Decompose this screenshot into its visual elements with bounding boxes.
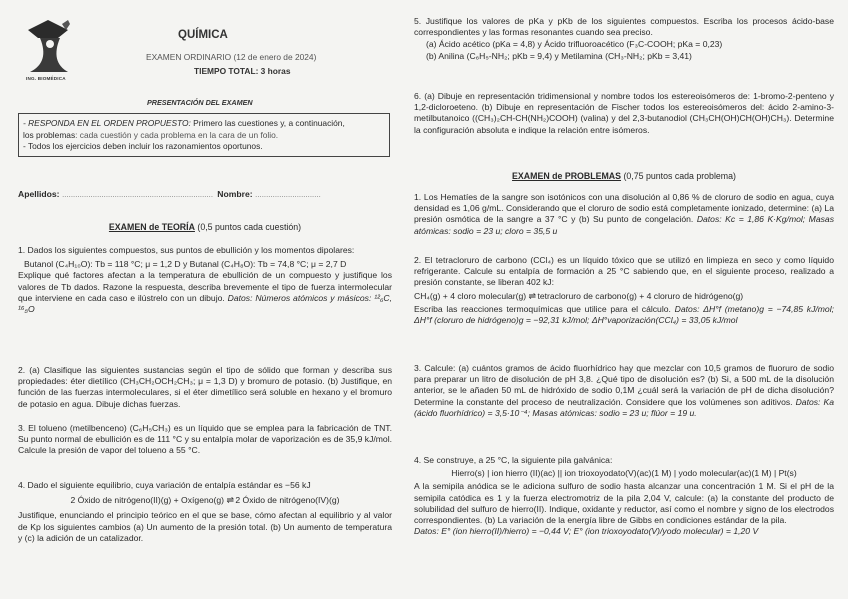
equilibrium-reaction: 2 Óxido de nitrógeno(II)(g) + Oxígeno(g) ⇌ 2 Óxido de nitrógeno(IV)(g)	[70, 495, 340, 506]
theory-question-1: 1. Dados los siguientes compuestos, sus puntos de ebullición y los momentos dipolares: Butanol (C₄H₁₀O): Tb = 118 °C; μ = 1,2 D y Butanal (C₄H₈O): Tb = 74,8 °C; μ = 2,7 D Explique qué factores afectan a la temperatura de ebullición de un compuesto y justifique los valores de Tb dados. Razone la respuesta, describa brevemente el tipo de fuerza intermolecular que interviene en cada caso e ilústrelo con un dibujo. Datos: Números atómicos y másicos: ¹²₆C, ¹⁶₈O	[18, 245, 392, 315]
student-fields	[18, 189, 392, 199]
page-title: QUÍMICA	[178, 29, 228, 41]
theory-question-5: 5. Justifique los valores de pKa y pKb de los siguientes compuestos. Escriba los procesos ácido-base correspondientes y las formas resonantes cuando sea preciso. (a) Ácido acético (pKa = 4,8) y Ácido trifluoroacético (F₃C-COOH; pKa = 0,23) (b) Anilina (C₆H₅-NH₂; pKb = 9,4) y Metilamina (CH₃-NH₂; pKb = 3,41)	[414, 16, 834, 61]
presentation-heading: PRESENTACIÓN DEL EXAMEN	[147, 98, 253, 107]
university-logo-icon	[18, 18, 82, 76]
instruction-line-3: - Todos los ejercicios deben incluir los razonamientos oportunos.	[23, 141, 263, 152]
equilibrium-arrow-icon: ⇌	[226, 495, 233, 506]
theory-question-3: 3. El tolueno (metilbenceno) (C₆H₅CH₃) es un líquido que se emplea para la fabricación de TNT. Su punto normal de ebullición es de 111 °C y su entalpía molar de vaporización es de 35,9 kJ/mol. Calcule la presión de vapor del tolueno a 55 °C.	[18, 423, 392, 456]
name-field[interactable]: ..............................	[255, 189, 321, 199]
problem-2: 2. El tetracloruro de carbono (CCl₄) es un líquido tóxico que se utilizó en limpieza en seco y como líquido refrigerante. Calcule su entalpía de formación a 25 °C sabiendo que, en el siguiente proceso, realizado a presión constante, se liberan 402 kJ: CH₄(g) + 4 cloro molecular(g) ⇌ tetracloruro de carbono(g) + 4 cloruro de hidrógeno(g) Escriba las reacciones termoquímicas que utilice para el cálculo. Datos: ΔH°f (metano)g = −74,85 kJ/mol; ΔH°f (cloruro de hidrógeno)g = −92,31 kJ/mol; ΔH°vaporización(CCl₄) = 33,05 kJ/mol	[414, 255, 834, 326]
exam-subtitle: EXAMEN ORDINARIO (12 de enero de 2024)	[146, 52, 317, 62]
reaction-arrow-icon: ⇌	[528, 290, 536, 301]
theory-question-6: 6. (a) Dibuje en representación tridimensional y nombre todos los estereoisómeros de: 1-bromo-2-penteno y 1,2-dicloroeteno. (b) Dibuje en representación de Fischer todos los estereoisómeros del: ácido 2-amino-3-metilbutanoico ((CH₃)₂CH-CH(NH₂)COOH) (valina) y del 2,3-butanodiol (CH₃CH(OH)CH(OH)CH₃). Determine la configuración absoluta e indique la relación entre isómeros.	[414, 91, 834, 135]
logo-caption: ING. BIOMÉDICA	[26, 76, 66, 81]
theory-heading: EXAMEN de TEORÍA (0,5 puntos cada cuestión)	[108, 222, 302, 232]
instructions-box	[18, 113, 390, 157]
surname-label: Apellidos:	[18, 189, 60, 199]
theory-question-2: 2. (a) Clasifique las siguientes sustancias según el tipo de sólido que forman y describa sus propiedades: éter dietílico (CH₃CH₂OCH₂CH₃; μ = 1,3 D) y bromuro de potasio. (b) Justifique, en función de las fuerzas intermoleculares, si el éter dimetílico será soluble en hexano y el bromuro de potasio en agua. Dibuje dichas fuerzas.	[18, 365, 392, 409]
theory-question-4: 4. Dado el siguiente equilibrio, cuya variación de entalpía estándar es −56 kJ 2 Óxido de nitrógeno(II)(g) + Oxígeno(g) ⇌ 2 Óxido de nitrógeno(IV)(g) Justifique, enunciando el principio teórico en el que se base, cómo afectan al equilibrio y al valor de Kp los siguientes cambios (a) Un aumento de la presión total. (b) Un aumento de temperatura y (c) la adición de un catalizador.	[18, 480, 392, 543]
instruction-line-1: - RESPONDA EN EL ORDEN PROPUESTO: Primero las cuestiones y, a continuación,	[23, 118, 345, 128]
surname-field[interactable]: .....................................................................	[61, 189, 213, 199]
exam-time: TIEMPO TOTAL: 3 horas	[194, 66, 291, 76]
instruction-line-2: los problemas: cada cuestión y cada problema en la cara de un folio.	[23, 129, 279, 140]
problem-3: 3. Calcule: (a) cuántos gramos de ácido fluorhídrico hay que mezclar con 10,5 gramos de fluoruro de sodio para preparar un litro de disolución de pH 3,8. ¿Qué tipo de disolución es? (b) Si, a 500 mL de la disolución anterior, se le añaden 50 mL de hidróxido de sodio 0,1M ¿cuál será la variación de pH de dicha disolución? Determine la constante del proceso de neutralización. Considere que los volúmenes son aditivos. Datos: Ka (ácido fluorhídrico) = 3,5·10⁻⁴; Masas atómicas: sodio = 23 u; flúor = 19 u.	[414, 363, 834, 418]
combustion-reaction: CH₄(g) + 4 cloro molecular(g) ⇌ tetracloruro de carbono(g) + 4 cloruro de hidrógeno(g)	[414, 290, 744, 301]
problem-1: 1. Los Hematíes de la sangre son isotónicos con una disolución al 0,86 % de cloruro de sodio en agua, cuya densidad es 1,06 g/mL. Considerando que el cloruro de sodio está completamente ionizado, determine: (a) La presión osmótica de la sangre a 37 °C y (b) Su punto de congelación. Datos: Kc = 1,86 K·Kg/mol; Masas atómicas: sodio = 23 u; cloro = 35,5 u	[414, 192, 834, 236]
problems-heading: EXAMEN de PROBLEMAS (0,75 puntos cada problema)	[512, 171, 736, 181]
problem-4: 4. Se construye, a 25 °C, la siguiente pila galvánica: Hierro(s) | ion hierro (II)(ac) || ion trioxoyodato(V)(ac)(1 M) | yodo molecular(ac)(1 M) | Pt(s) A la semipila anódica se le adiciona sulfuro de sodio hasta alcanzar una concentración 1 M. Si el pH de la semipila catódica es 1 y la fuerza electromotriz de la pila 2,04 V, calcule: (a) la constante del producto de solubilidad del sulfuro de hierro(II). Indique, oxidante y reductor, así como el nombre y signo de los electrodos correspondientes. (b) La variación de la energía libre de Gibbs en condiciones estándar de la pila. Datos: E° (ion hierro(II)/hierro) = −0,44 V; E° (ion trioxoyodato(V)/yodo molecular) = 1,20 V	[414, 455, 834, 537]
name-label: Nombre:	[217, 189, 253, 199]
